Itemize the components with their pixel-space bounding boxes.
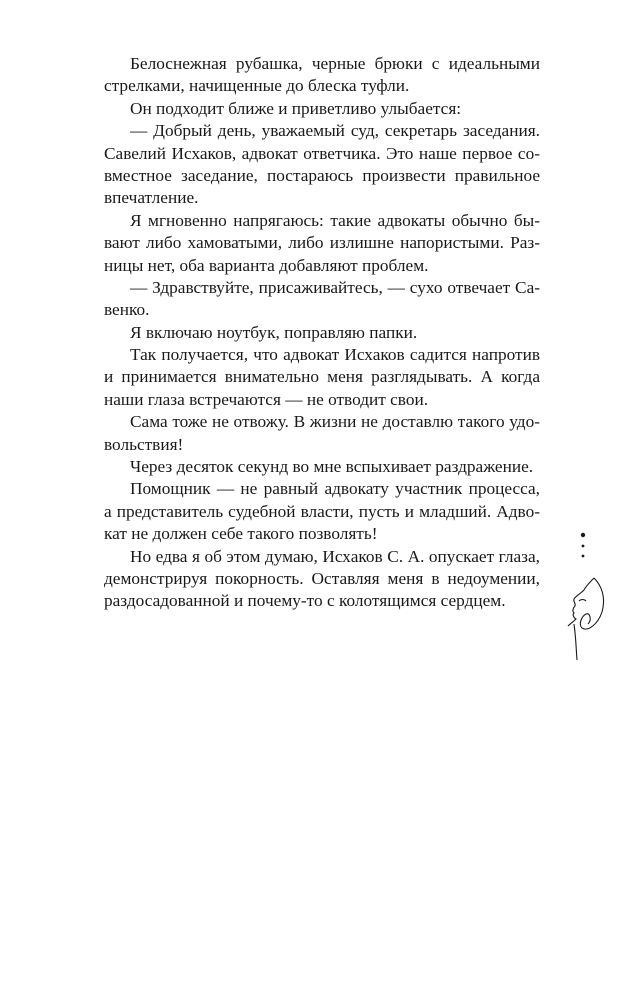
text-line: Я включаю ноутбук, поправляю папки. (130, 322, 418, 342)
book-page-text (104, 53, 540, 613)
woman-profile-line-art-icon (546, 528, 616, 668)
text-line: Я мгновенно напрягаюсь: такие адвокаты обычно бы- (130, 210, 540, 230)
text-line: вольствия! (104, 434, 184, 454)
paragraph (104, 98, 540, 120)
text-line: а представитель судебной власти, пусть и младший. Адво- (104, 501, 540, 521)
text-line: Но едва я об этом думаю, Исхаков С. А. опускает глаза, (130, 546, 540, 566)
paragraph (104, 53, 540, 98)
paragraph (104, 277, 540, 322)
text-line: вают либо хамоватыми, либо излишне напористыми. Раз- (104, 233, 540, 253)
text-line: Через десяток секунд во мне вспыхивает раздражение. (130, 457, 534, 477)
text-line: — Здравствуйте, присаживайтесь, — сухо отвечает Са- (130, 277, 540, 297)
paragraph (104, 411, 540, 456)
hair-line (580, 578, 603, 629)
paragraph (104, 322, 540, 344)
text-line: Помощник — не равный адвокату участник процесса, (130, 479, 540, 499)
paragraph (104, 478, 540, 545)
text-line: наши глаза встречаются — не отводит свои. (104, 389, 429, 409)
text-line: и принимается внимательно меня разглядывать. А когда (104, 367, 540, 387)
dot-2 (582, 545, 585, 548)
text-line: Белоснежная рубашка, черные брюки с идеальными (130, 54, 540, 73)
text-line: раздосадованной и почему-то с колотящимся сердцем. (104, 591, 506, 611)
neck-line (574, 624, 577, 660)
paragraph (104, 210, 540, 277)
text-line: венко. (104, 300, 150, 320)
eye-line (579, 600, 586, 602)
text-line: Он подходит ближе и приветливо улыбается: (130, 98, 462, 118)
dot-3 (582, 555, 585, 558)
text-line: стрелками, начищенные до блеска туфли. (104, 76, 410, 96)
text-line: Савелий Исхаков, адвокат ответчика. Это наше первое со- (104, 143, 540, 163)
paragraph (104, 120, 540, 210)
text-line: — Добрый день, уважаемый суд, секретарь заседания. (130, 121, 540, 141)
text-line: Сама тоже не отвожу. В жизни не доставлю такого удо- (130, 412, 540, 432)
paragraph (104, 546, 540, 613)
text-line: вместное заседание, постараюсь произвести правильное (104, 165, 540, 185)
text-line: кат не должен себе такого позволять! (104, 524, 378, 544)
dot-1 (581, 533, 585, 537)
text-line: ницы нет, оба варианта добавляют проблем. (104, 255, 429, 275)
paragraph (104, 344, 540, 411)
text-line: Так получается, что адвокат Исхаков садится напротив (130, 345, 540, 365)
text-line: демонстрируя покорность. Оставляя меня в недоумении, (104, 568, 540, 588)
paragraph (104, 456, 540, 478)
text-line: впечатление. (104, 188, 199, 208)
